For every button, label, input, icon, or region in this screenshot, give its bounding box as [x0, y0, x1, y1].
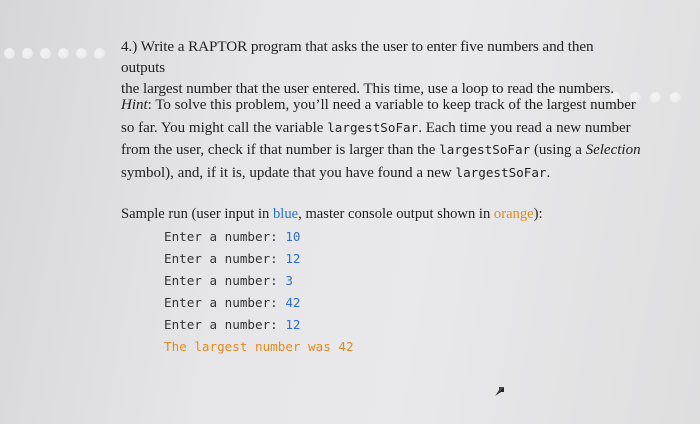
console-line: Enter a number: 3	[164, 273, 293, 288]
selection-word: Selection	[585, 142, 641, 158]
user-input: 12	[285, 251, 301, 266]
user-input: 3	[285, 273, 293, 288]
blue-word: blue	[273, 206, 299, 222]
console-line: Enter a number: 42	[164, 295, 301, 310]
var-largestSoFar: largestSoFar	[455, 164, 547, 180]
question-number: 4.)	[121, 38, 138, 55]
question-text	[121, 36, 641, 99]
console-output-line: The largest number was 42	[164, 339, 354, 354]
hint-label: Hint	[121, 97, 148, 113]
console-sample	[164, 226, 354, 358]
console-line: Enter a number: 12	[164, 251, 301, 266]
question-line2: the largest number that the user entered. This time, use a loop to read the numbers.	[121, 80, 614, 97]
user-input: 10	[285, 229, 301, 244]
var-largestSoFar: largestSoFar	[439, 142, 531, 157]
user-input: 42	[285, 295, 301, 310]
user-input: 12	[285, 317, 301, 332]
var-largestSoFar: largestSoFar	[327, 119, 419, 135]
sample-run-caption: Sample run (user input in blue, master console output shown in orange):	[121, 206, 543, 222]
binder-holes	[0, 44, 120, 70]
console-line: Enter a number: 12	[164, 317, 301, 332]
console-line: Enter a number: 10	[164, 229, 301, 244]
hint-paragraph: Hint: To solve this problem, you’ll need a variable to keep track of the largest number so far. You might call the variable largestSoFar. Each time you read a new number from the user, check if that number is larger than the largestSoFar (using a Selection symbol), and, if it is, update that you have found a new largestSoFar.	[121, 97, 641, 181]
orange-word: orange	[493, 206, 534, 222]
question-line1: Write a RAPTOR program that asks the user to enter five numbers and then outputs	[121, 38, 594, 76]
mouse-pointer-icon	[493, 384, 507, 398]
